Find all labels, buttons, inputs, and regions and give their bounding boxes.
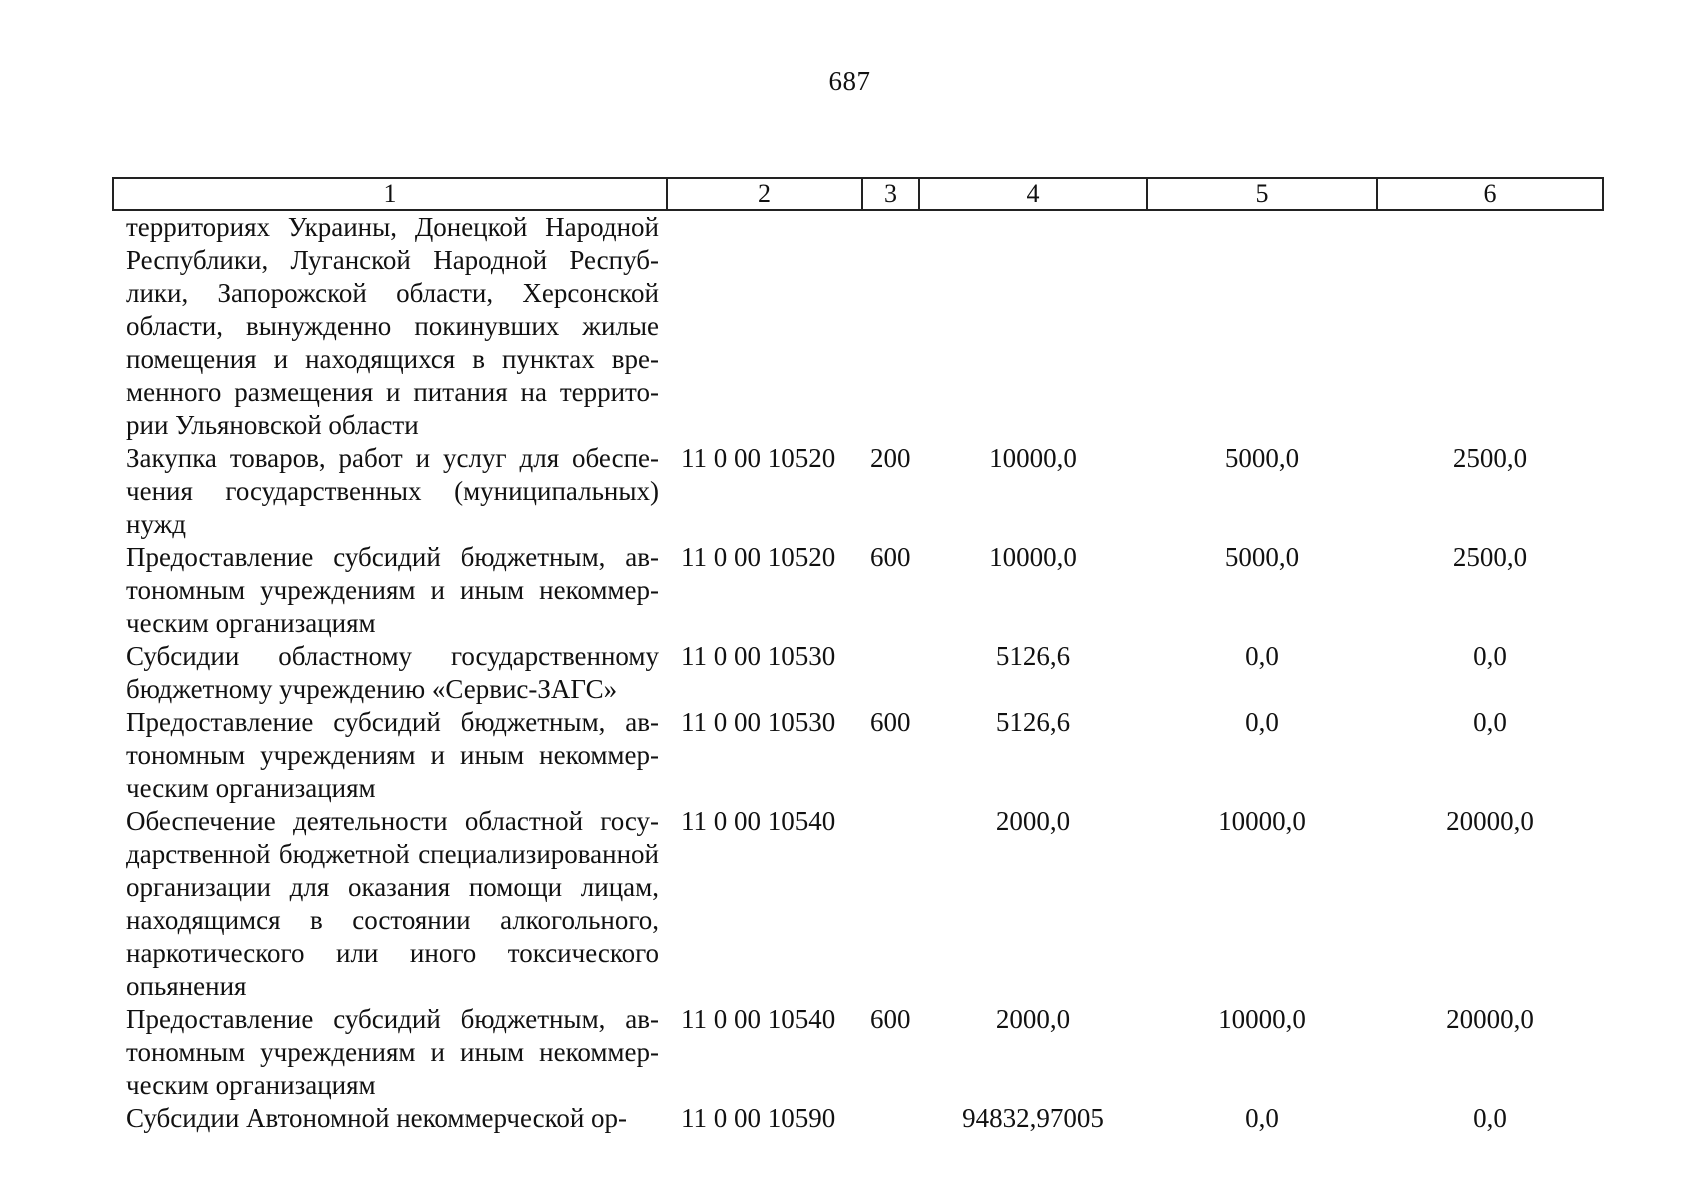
row-value-5 (1147, 210, 1377, 442)
row-value-4: 10000,0 (989, 542, 1077, 572)
row-target-code: 11 0 00 10540 (681, 1004, 836, 1034)
row-expense-type (862, 1102, 919, 1135)
table-row (113, 640, 1603, 706)
column-header-5: 5 (1147, 178, 1377, 210)
budget-table (112, 177, 1604, 1135)
row-expense-type: 600 (870, 542, 911, 572)
row-value-4 (919, 210, 1147, 442)
row-value-4: 5126,6 (995, 707, 1071, 737)
row-value-6: 0,0 (1473, 641, 1507, 671)
row-value-6: 20000,0 (1446, 1004, 1534, 1034)
row-value-4: 10000,0 (989, 443, 1077, 473)
row-description: Предоставление субсидий бюджетным, автономным учреждениям и иным некоммерческим организациям (126, 542, 659, 638)
row-expense-type (862, 805, 919, 1003)
table-row (113, 1003, 1603, 1102)
row-value-6 (1377, 210, 1603, 442)
row-target-code: 11 0 00 10520 (681, 542, 836, 572)
column-header-1: 1 (113, 178, 667, 210)
row-value-6: 2500,0 (1452, 542, 1528, 572)
row-value-5: 0,0 (1245, 707, 1279, 737)
column-header-2: 2 (667, 178, 862, 210)
row-target-code (667, 210, 862, 442)
table-row (113, 805, 1603, 1003)
column-header-6: 6 (1377, 178, 1603, 210)
row-value-4: 94832,97005 (962, 1103, 1104, 1133)
row-description: Субсидии Автономной некоммерческой ор- (126, 1103, 628, 1133)
row-target-code: 11 0 00 10590 (681, 1103, 836, 1133)
row-description: Субсидии областному государственному бюджетному учреждению «Сервис-ЗАГС» (126, 641, 659, 704)
row-description: Предоставление субсидий бюджетным, автономным учреждениям и иным некоммерческим организациям (126, 707, 659, 803)
row-expense-type: 200 (870, 443, 911, 473)
row-value-5: 10000,0 (1218, 1004, 1306, 1034)
header-row (113, 178, 1603, 210)
table-header (113, 178, 1603, 210)
row-value-5: 0,0 (1245, 1103, 1279, 1133)
row-value-6: 0,0 (1473, 1103, 1507, 1133)
table-row (113, 210, 1603, 442)
row-value-4: 2000,0 (995, 1004, 1071, 1034)
row-description: территориях Украины, Донецкой Народной Республики, Луганской Народной Республики, Запорожской области, Херсонской области, вынужденно покинувших жилые помещения и находящихся в пунктах временного размещения и питания на территории Ульяновской области (126, 212, 659, 440)
row-description: Предоставление субсидий бюджетным, автономным учреждениям и иным некоммерческим организациям (126, 1004, 659, 1100)
row-value-6: 2500,0 (1452, 443, 1528, 473)
row-value-5: 5000,0 (1224, 542, 1300, 572)
table-body (113, 210, 1603, 1135)
column-header-3: 3 (862, 178, 919, 210)
table-row (113, 541, 1603, 640)
row-expense-type (862, 640, 919, 706)
row-expense-type (862, 210, 919, 442)
row-value-5: 10000,0 (1218, 806, 1306, 836)
row-value-6: 20000,0 (1446, 806, 1534, 836)
row-value-5: 0,0 (1245, 641, 1279, 671)
page-number: 687 (828, 66, 871, 96)
row-target-code: 11 0 00 10520 (681, 443, 836, 473)
table-row (113, 1102, 1603, 1135)
column-header-4: 4 (919, 178, 1147, 210)
row-expense-type: 600 (870, 1004, 911, 1034)
row-target-code: 11 0 00 10530 (681, 707, 836, 737)
row-value-5: 5000,0 (1224, 443, 1300, 473)
table-row (113, 706, 1603, 805)
row-target-code: 11 0 00 10540 (681, 806, 836, 836)
row-expense-type: 600 (870, 707, 911, 737)
row-value-6: 0,0 (1473, 707, 1507, 737)
row-description: Обеспечение деятельности областной государственной бюджетной специализированной организации для оказания помощи лицам, находящимся в состоянии алкогольного, наркотического или иного токсического опьянения (126, 806, 659, 1001)
row-value-4: 5126,6 (995, 641, 1071, 671)
table-row (113, 442, 1603, 541)
row-target-code: 11 0 00 10530 (681, 641, 836, 671)
row-description: Закупка товаров, работ и услуг для обеспечения государственных (муниципальных) нужд (126, 443, 659, 539)
row-value-4: 2000,0 (995, 806, 1071, 836)
